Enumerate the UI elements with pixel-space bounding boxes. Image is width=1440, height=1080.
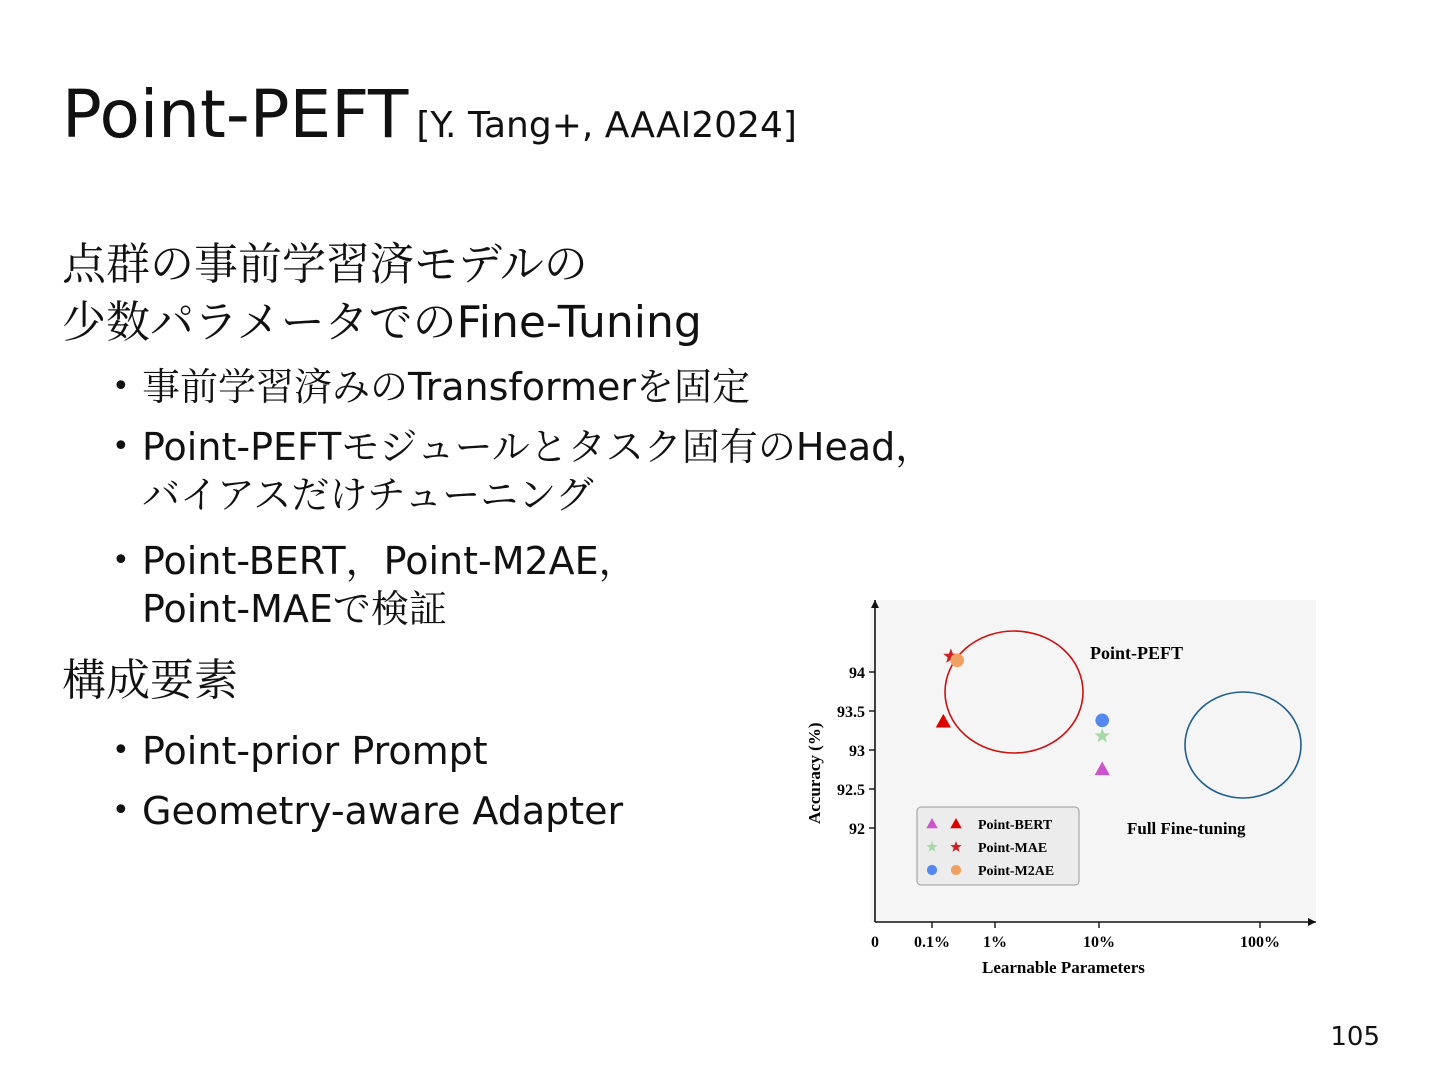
x-tick-label: 0.1% (914, 934, 950, 951)
accuracy-vs-parameters-chart (790, 592, 1330, 982)
bullet-dot: • (112, 429, 130, 464)
y-tick-label: 92 (849, 821, 865, 838)
y-tick-label: 92.5 (837, 782, 865, 799)
x-axis-label: Learnable Parameters (982, 958, 1145, 977)
page-number: 105 (1330, 1022, 1380, 1052)
bullet-2-line-1: Point-PEFTモジュールとタスク固有のHead， (142, 425, 934, 469)
bullet-dot: • (112, 543, 130, 578)
bullet-3-line-1: Point-BERT，Point-M2AE， (142, 539, 637, 583)
legend-marker-peft (951, 865, 961, 875)
heading-2: 構成要素 (62, 655, 238, 706)
bullet-1: 事前学習済みのTransformerを固定 (142, 365, 751, 409)
heading-1-line-2: 少数パラメータでのFine-Tuning (62, 297, 702, 348)
bullet-4: Point-prior Prompt (142, 729, 488, 773)
bullet-dot: • (112, 369, 130, 404)
y-tick-label: 94 (849, 665, 865, 682)
legend-label: Point-MAE (978, 841, 1048, 856)
y-axis-label: Accuracy (%) (805, 722, 824, 824)
x-tick-label: 100% (1240, 934, 1280, 951)
legend (917, 807, 1079, 885)
x-tick-label: 0 (871, 934, 879, 951)
bullet-dot: • (112, 793, 130, 828)
data-point-point-m2ae (950, 654, 964, 668)
bullet-3-line-2: Point-MAEで検証 (142, 587, 447, 631)
data-point-point-m2ae (1095, 714, 1109, 728)
x-tick-label: 1% (983, 934, 1007, 951)
bullet-2-line-2: バイアスだけチューニング (142, 473, 594, 517)
annotation-full-fine-tuning: Full Fine-tuning (1127, 819, 1246, 838)
heading-1-line-1: 点群の事前学習済モデルの (62, 239, 588, 290)
title-text: Point-PEFT (62, 76, 409, 153)
citation: [Y. Tang+, AAAI2024] (416, 105, 797, 146)
bullet-dot: • (112, 733, 130, 768)
legend-label: Point-BERT (978, 818, 1053, 833)
legend-marker-full (927, 865, 937, 875)
annotation-point-peft: Point-PEFT (1090, 643, 1183, 663)
y-tick-label: 93.5 (837, 704, 865, 721)
bullet-5: Geometry-aware Adapter (142, 789, 624, 833)
legend-label: Point-M2AE (978, 864, 1055, 879)
y-tick-label: 93 (849, 743, 865, 760)
x-tick-label: 10% (1083, 934, 1115, 951)
slide-title (62, 76, 797, 153)
